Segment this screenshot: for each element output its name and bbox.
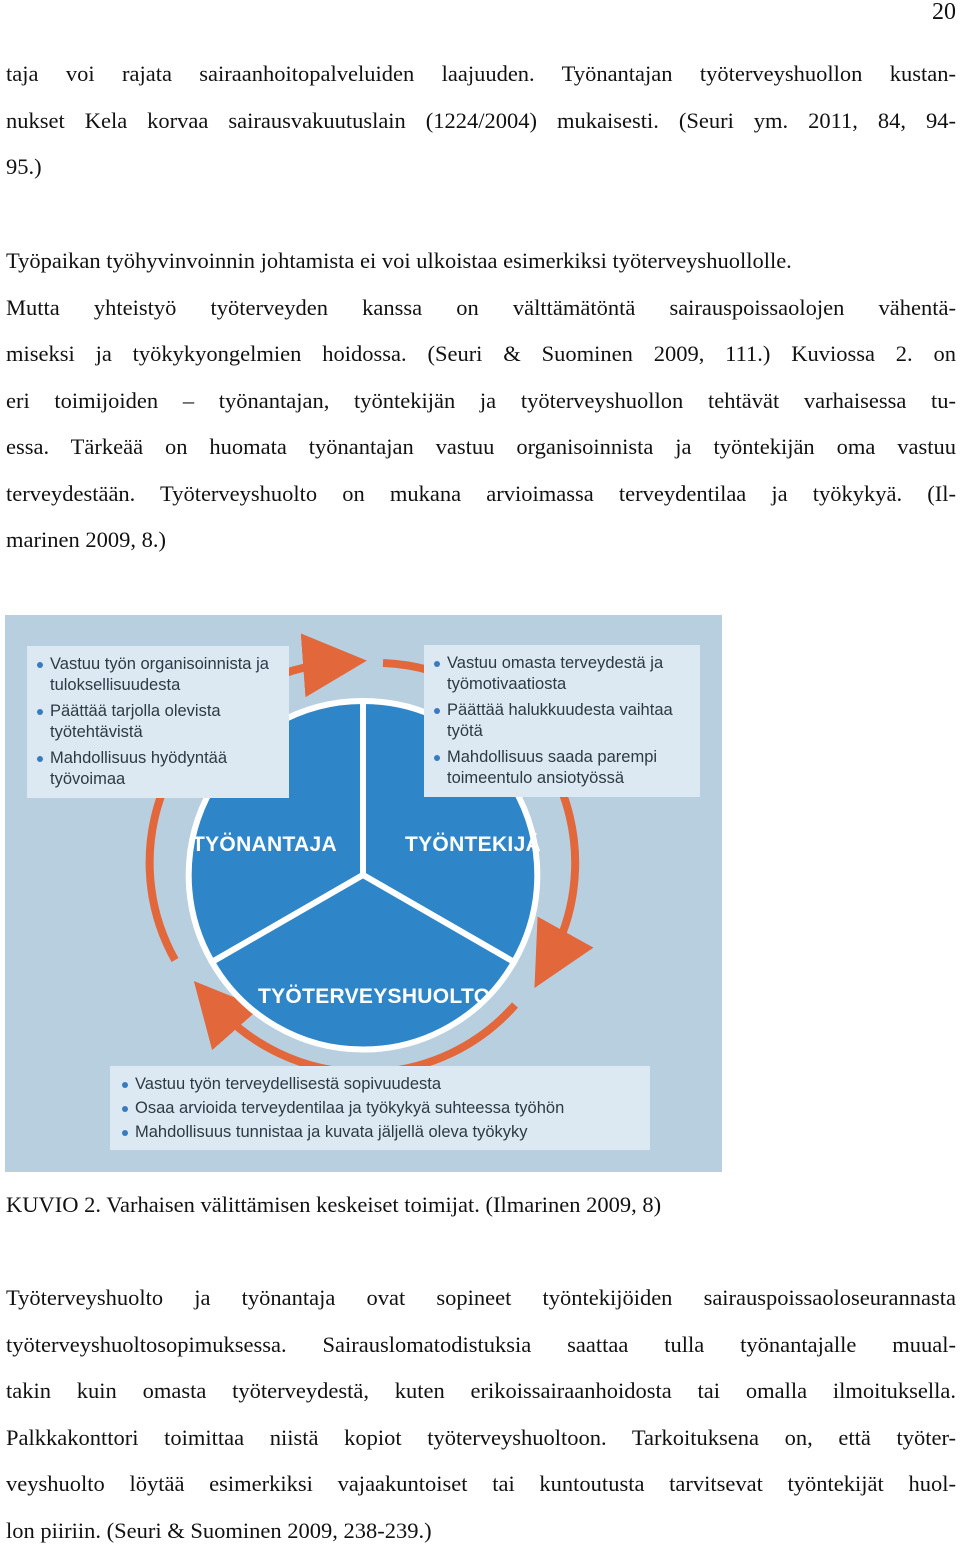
text-line: 95.) xyxy=(6,144,956,191)
ohs-duty-item: Osaa arvioida terveydentilaa ja työkykyä suhteessa työhön xyxy=(120,1098,650,1119)
text-line: Palkkakonttori toimittaa niistä kopiot työterveyshuoltoon. Tarkoituksena on, että työter- xyxy=(6,1415,956,1462)
text-line: nukset Kela korvaa sairausvakuutuslain (1224/2004) mukaisesti. (Seuri ym. 2011, 84, 94- xyxy=(6,98,956,145)
text-line: työterveyshuoltosopimuksessa. Sairauslomatodistuksia saattaa tulla työnantajalle muual- xyxy=(6,1322,956,1369)
ohs-duties-box xyxy=(110,1066,650,1150)
employee-duty-item: Päättää halukkuudesta vaihtaa työtä xyxy=(432,700,700,742)
text-line: lon piiriin. (Seuri & Suominen 2009, 238-239.) xyxy=(6,1508,956,1554)
employer-label: TYÖNANTAJA xyxy=(192,833,337,857)
text-line: miseksi ja työkykyongelmien hoidossa. (Seuri & Suominen 2009, 111.) Kuviossa 2. on xyxy=(6,331,956,378)
actors-figure xyxy=(5,615,722,1172)
page-number: 20 xyxy=(932,0,956,24)
employer-duty-item: Vastuu työn organisoinnista ja tuloksellisuudesta xyxy=(35,654,289,696)
employee-label: TYÖNTEKIJÄ xyxy=(405,833,541,857)
employer-duty-item: Mahdollisuus hyödyntää työvoimaa xyxy=(35,748,289,790)
employee-duties-box xyxy=(424,645,700,797)
paragraph-3 xyxy=(6,1275,956,1554)
figure-caption: KUVIO 2. Varhaisen välittämisen keskeiset toimijat. (Ilmarinen 2009, 8) xyxy=(6,1191,661,1219)
text-line: marinen 2009, 8.) xyxy=(6,517,956,564)
employer-duty-item: Päättää tarjolla olevista työtehtävistä xyxy=(35,701,289,743)
text-line: Mutta yhteistyö työterveyden kanssa on välttämätöntä sairauspoissaolojen vähentä- xyxy=(6,285,956,332)
text-line: Työpaikan työhyvinvoinnin johtamista ei voi ulkoistaa esimerkiksi työterveyshuollolle. xyxy=(6,238,956,285)
employer-duties-box xyxy=(27,646,289,798)
ohs-duty-item: Vastuu työn terveydellisestä sopivuudesta xyxy=(120,1074,650,1095)
text-line: terveydestään. Työterveyshuolto on mukana arvioimassa terveydentilaa ja työkykyä. (Il- xyxy=(6,471,956,518)
text-line: veyshuolto löytää esimerkiksi vajaakuntoiset tai kuntoutusta tarvitsevat työntekijät huol- xyxy=(6,1461,956,1508)
ohs-label: TYÖTERVEYSHUOLTO xyxy=(258,985,490,1009)
ohs-duty-item: Mahdollisuus tunnistaa ja kuvata jäljellä oleva työkyky xyxy=(120,1122,650,1143)
paragraph-2 xyxy=(6,238,956,564)
paragraph-1 xyxy=(6,51,956,191)
text-line: takin kuin omasta työterveydestä, kuten erikoissairaanhoidosta tai omalla ilmoituksella. xyxy=(6,1368,956,1415)
employee-duty-item: Mahdollisuus saada parempi toimeentulo ansiotyössä xyxy=(432,747,700,789)
text-line: eri toimijoiden – työnantajan, työntekijän ja työterveyshuollon tehtävät varhaisessa tu- xyxy=(6,378,956,425)
text-line: Työterveyshuolto ja työnantaja ovat sopineet työntekijöiden sairauspoissaoloseurannasta xyxy=(6,1275,956,1322)
text-line: essa. Tärkeää on huomata työnantajan vastuu organisoinnista ja työntekijän oma vastuu xyxy=(6,424,956,471)
text-line: taja voi rajata sairaanhoitopalveluiden laajuuden. Työnantajan työterveyshuollon kustan- xyxy=(6,51,956,98)
employee-duty-item: Vastuu omasta terveydestä ja työmotivaatiosta xyxy=(432,653,700,695)
